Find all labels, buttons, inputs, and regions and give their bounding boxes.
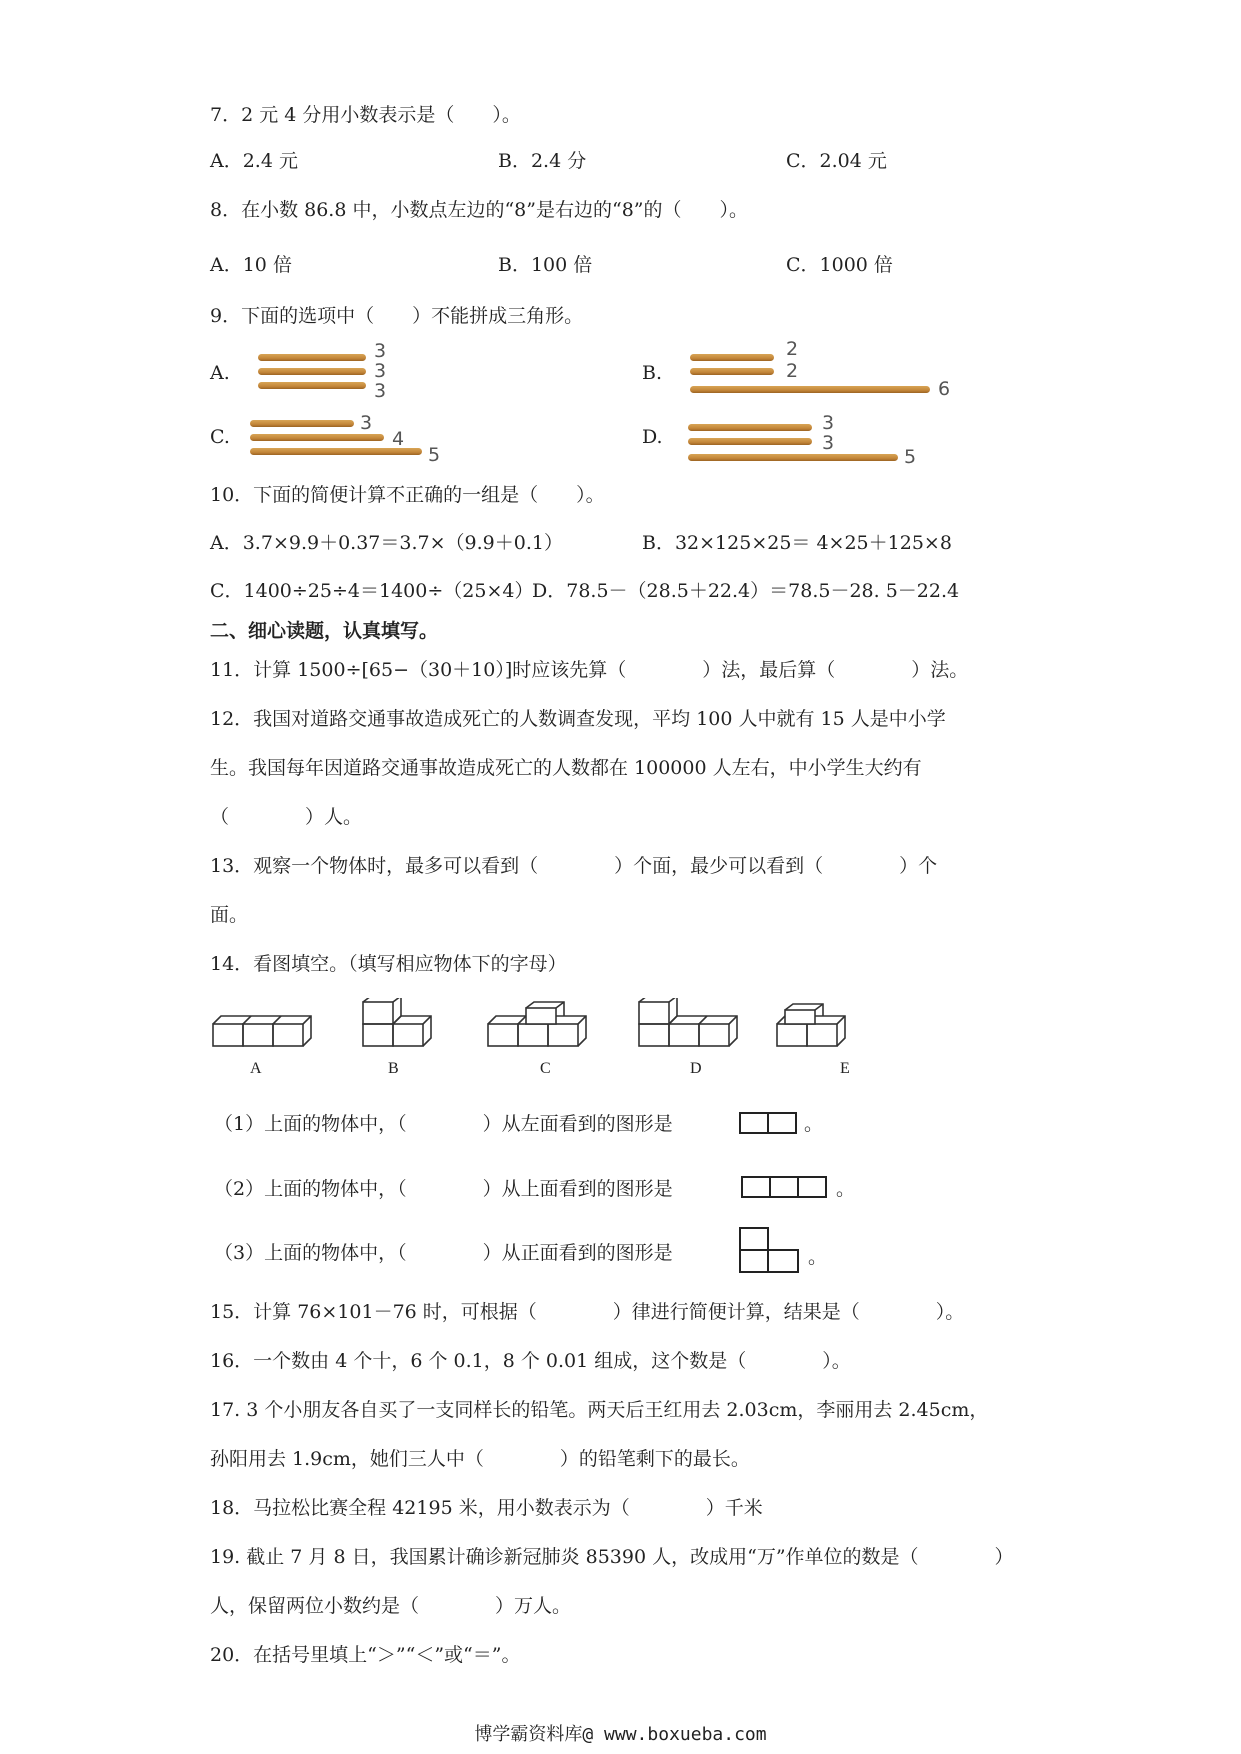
stick-length: 3 [374,340,387,362]
q14-sub1: （1）上面的物体中，（ ）从左面看到的图形是 [214,1113,673,1135]
q10-option-a: A．3.7×9.9＋0.37＝3.7×（9.9＋0.1） [210,532,563,554]
stick [258,382,366,389]
stick [690,354,774,361]
q7-option-a: A．2.4 元 [210,150,298,172]
q12-line2: 生。我国每年因道路交通事故造成死亡的人数都在 100000 人左右，中小学生大约有 [210,757,922,779]
figure-label: C [540,1060,551,1077]
q14-sub3-end: 。 [808,1246,828,1268]
q17-line2: 孙阳用去 1.9cm，她们三人中（ ）的铅笔剩下的最长。 [210,1448,750,1470]
q14-sub2: （2）上面的物体中，（ ）从上面看到的图形是 [214,1178,673,1200]
q12-line3: （ ）人。 [210,806,363,828]
figure-label: A [250,1060,262,1077]
q10-option-c: C．1400÷25÷4＝1400÷（25×4） [210,580,534,602]
q14-sub1-end: 。 [804,1113,824,1135]
figure-c [488,1002,586,1046]
stick [688,454,898,461]
stick-length: 4 [392,428,405,450]
stick [690,386,930,393]
q15: 15．计算 76×101－76 时，可根据（ ）律进行简便计算，结果是（ ）。 [210,1301,965,1323]
stick [688,438,812,445]
q10-option-d: D．78.5－（28.5＋22.4）＝78.5－28. 5－22.4 [532,580,960,602]
stick [258,354,366,361]
stick-length: 3 [360,412,373,434]
stick-length: 3 [822,432,835,454]
figure-label: E [840,1060,850,1077]
figure-d [639,998,737,1046]
q14-sub3: （3）上面的物体中，（ ）从正面看到的图形是 [214,1242,673,1264]
q20: 20．在括号里填上“＞”“＜”或“＝”。 [210,1644,521,1666]
stick-length: 6 [938,378,951,400]
q8-stem: 8．在小数 86.8 中，小数点左边的“8”是右边的“8”的（ ）。 [210,199,749,221]
stick [688,424,812,431]
q14-sub2-end: 。 [836,1178,856,1200]
q9-option-c-label: C. [210,426,230,448]
stick [258,368,366,375]
q7-option-c: C．2.04 元 [786,150,887,172]
figure-b [363,998,431,1046]
q17-line1: 17. 3 个小朋友各自买了一支同样长的铅笔。两天后王红用去 2.03cm，李丽用去 2.45cm， [210,1399,989,1421]
stick [250,434,384,441]
q7-option-b: B．2.4 分 [498,150,587,172]
figure-a [213,1016,311,1046]
figure-e [777,1004,845,1046]
q10-option-b: B．32×125×25＝ 4×25＋125×8 [642,532,952,554]
stick-length: 2 [786,360,799,382]
q18: 18．马拉松比赛全程 42195 米，用小数表示为（ ）千米 [210,1497,763,1519]
stick-length: 3 [374,380,387,402]
q8-option-b: B．100 倍 [498,254,593,276]
q8-option-a: A．10 倍 [210,254,292,276]
q13-line1: 13．观察一个物体时，最多可以看到（ ）个面，最少可以看到（ ）个 [210,855,938,877]
view-shape-l-shape [738,1226,804,1274]
q19-line2: 人，保留两位小数约是（ ）万人。 [210,1595,572,1617]
q9-option-a-label: A. [210,362,230,384]
q12-line1: 12．我国对道路交通事故造成死亡的人数调查发现，平均 100 人中就有 15 人是中小学 [210,708,946,730]
stick-length: 5 [904,446,917,468]
q19-line1: 19. 截止 7 月 8 日，我国累计确诊新冠肺炎 85390 人，改成用“万”作单位的数是（ ） [210,1546,1014,1568]
q10-stem: 10．下面的简便计算不正确的一组是（ ）。 [210,484,605,506]
q13-line2: 面。 [210,904,249,926]
view-shape-two-squares [738,1110,800,1136]
q8-option-c: C．1000 倍 [786,254,893,276]
view-shape-three-squares [740,1174,830,1200]
q14-cube-figures [205,998,905,1070]
footer-watermark: 博学霸资料库@ www.boxueba.com [474,1724,767,1745]
stick-length: 3 [822,412,835,434]
stick [690,368,774,375]
q14-stem: 14．看图填空。（填写相应物体下的字母） [210,953,567,975]
stick-length: 3 [374,360,387,382]
stick-length: 5 [428,444,441,466]
q11: 11．计算 1500÷[65−（30＋10）]时应该先算（ ）法，最后算（ ）法。 [210,659,969,681]
section-heading: 二、细心读题，认真填写。 [210,620,439,642]
q9-stem: 9．下面的选项中（ ）不能拼成三角形。 [210,305,584,327]
q9-option-d-label: D. [642,426,663,448]
stick [250,420,354,427]
q7-stem: 7．2 元 4 分用小数表示是（ ）。 [210,104,521,126]
figure-label: D [690,1060,702,1077]
stick-length: 2 [786,338,799,360]
q9-option-b-label: B. [642,362,663,384]
q16: 16．一个数由 4 个十，6 个 0.1，8 个 0.01 组成，这个数是（ ）。 [210,1350,851,1372]
figure-label: B [388,1060,399,1077]
